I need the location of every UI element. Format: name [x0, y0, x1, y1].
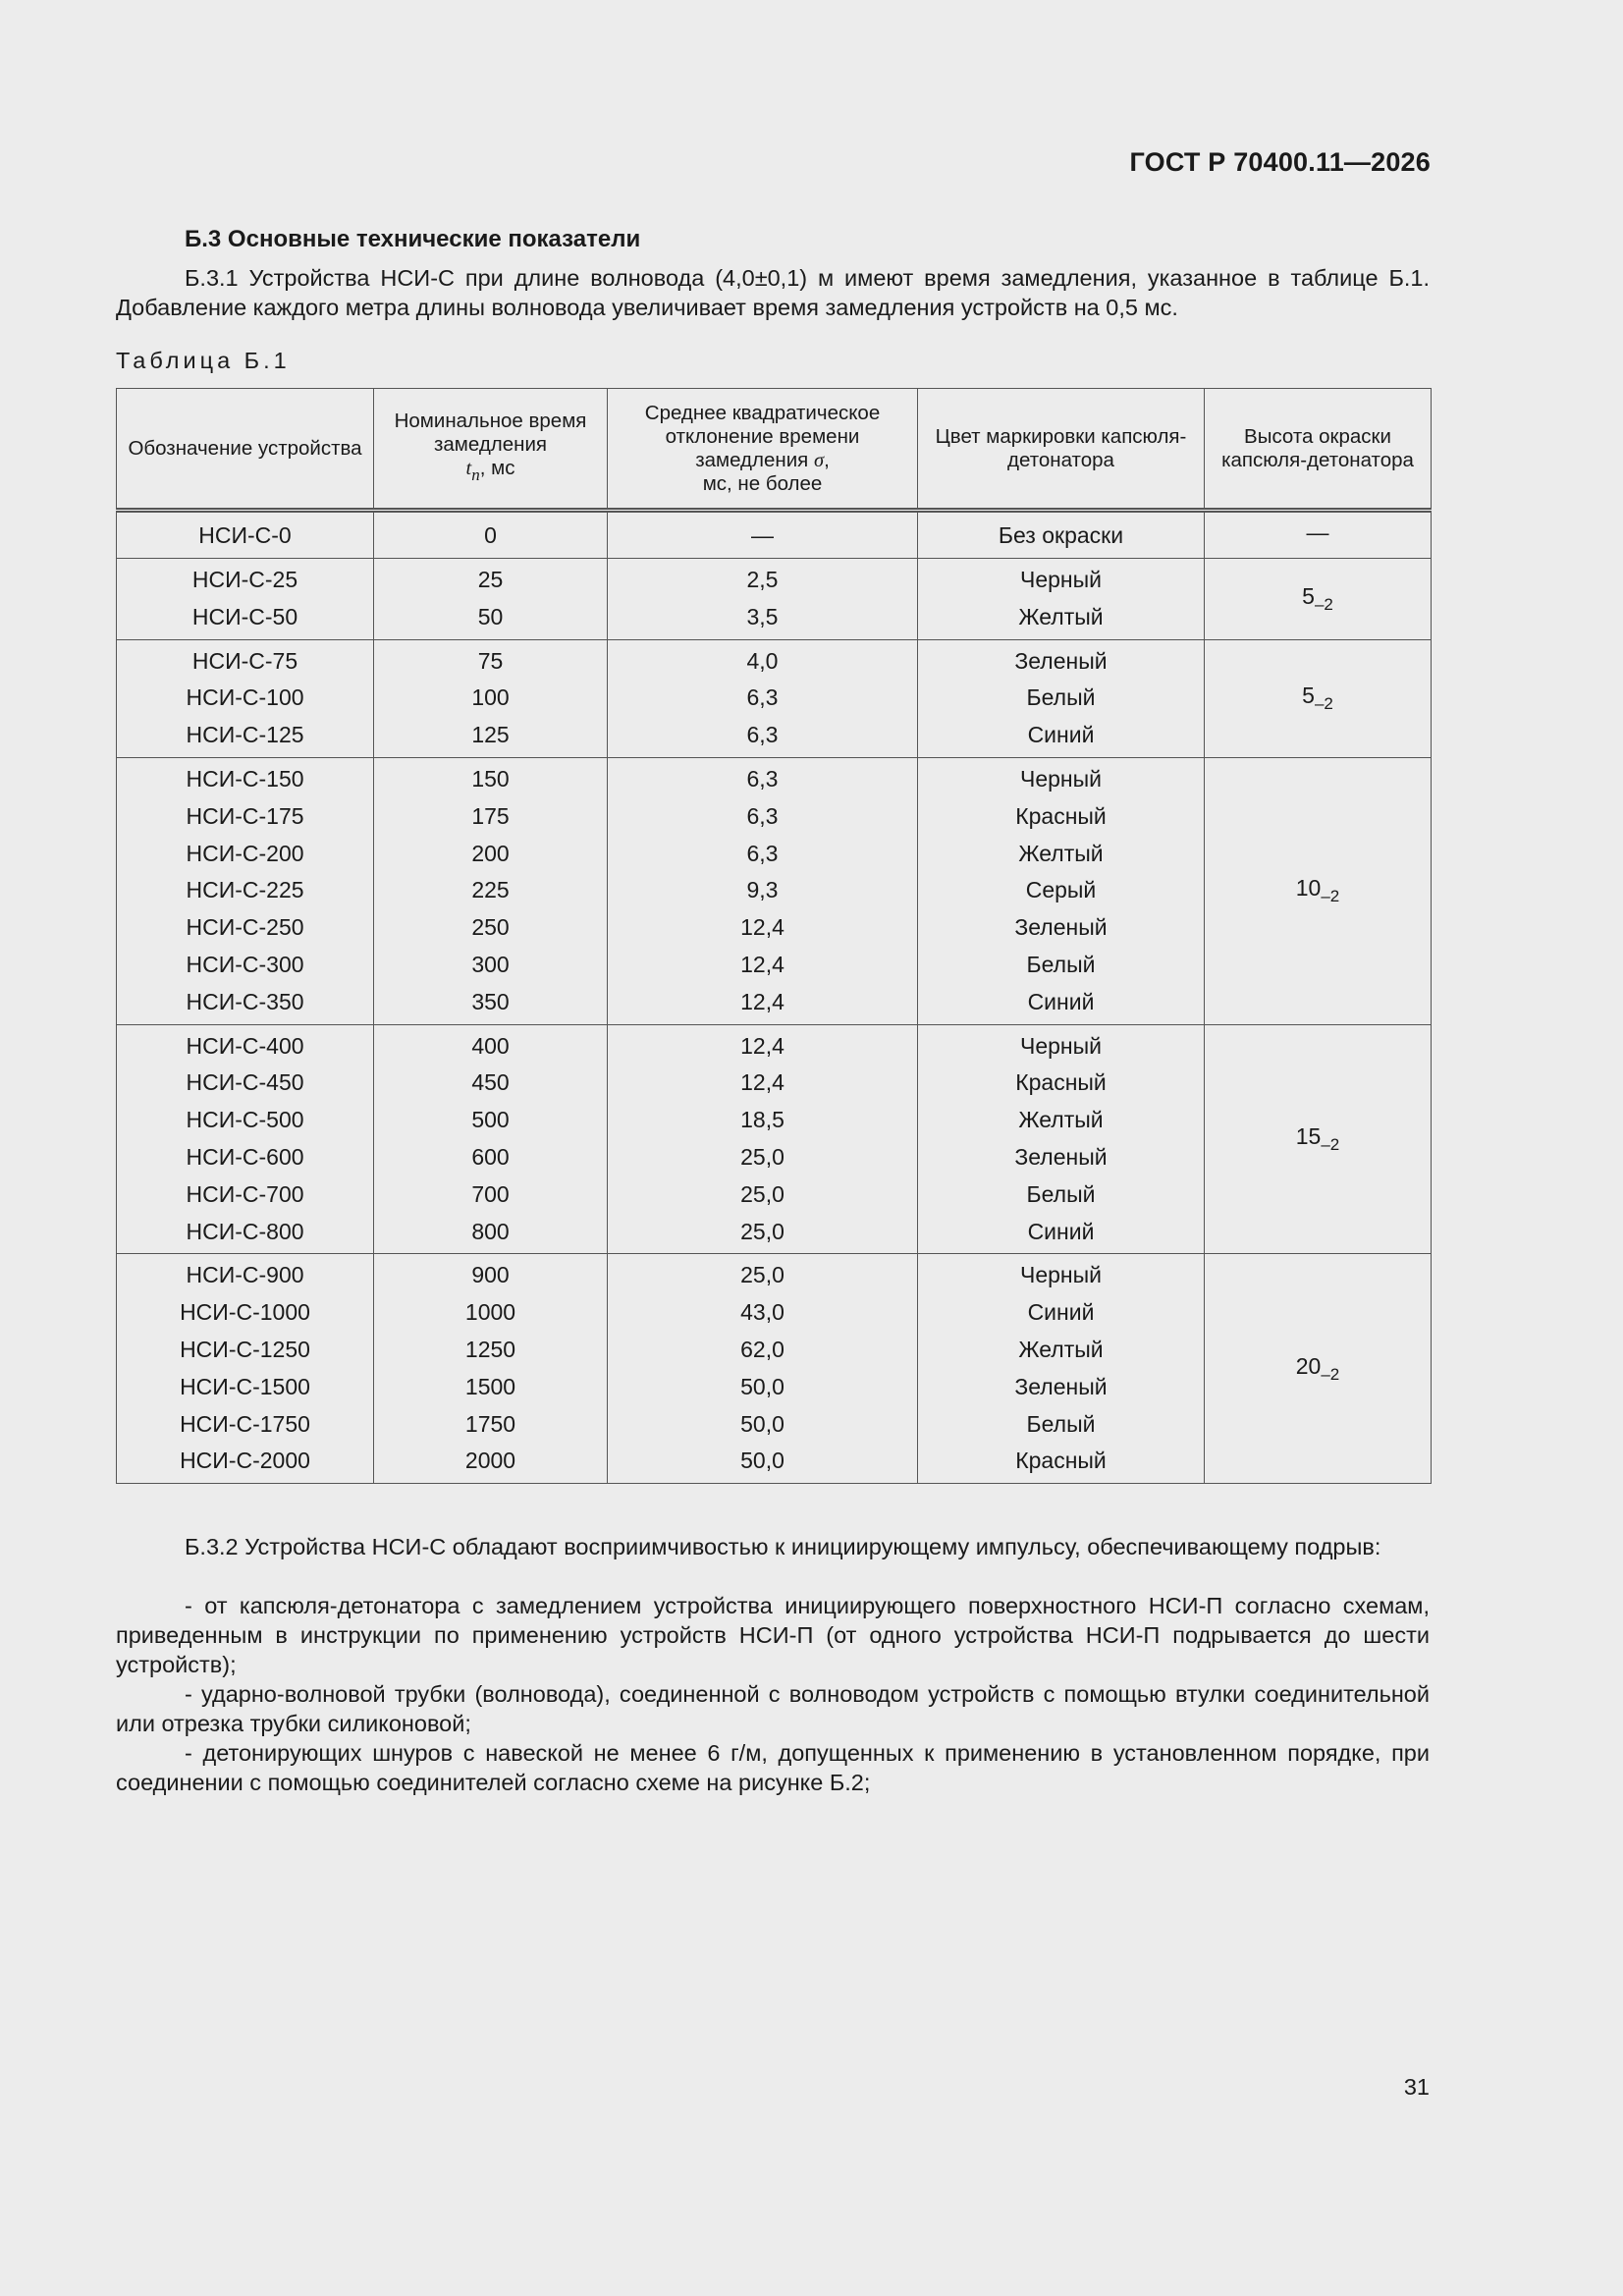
cell-delay-value: 700	[471, 1180, 510, 1207]
paint-height-tolerance: –2	[1321, 887, 1340, 906]
list-item-detonating-cord: - детонирующих шнуров с навеской не менее 6 г/м, допущенных к применению в установленном порядке, при соединении с помощью соединителей согласно схеме на рисунке Б.2;	[116, 1740, 1430, 1795]
cell-color	[918, 1024, 1205, 1254]
cell-designation-value: НСИ-С-125	[186, 722, 304, 748]
col-header-sigma: Среднее квадратическое отклонение времени замедления σ, мс, не более	[608, 389, 918, 511]
cell-color-value: Синий	[1027, 722, 1095, 748]
table-caption: Таблица Б.1	[116, 348, 291, 373]
cell-designation-value: НСИ-С-75	[191, 647, 298, 674]
table-row-group	[117, 559, 1432, 640]
cell-sigma-value: 50,0	[740, 1448, 784, 1474]
cell-delay	[374, 559, 608, 640]
cell-designation-value: НСИ-С-175	[186, 802, 304, 829]
cell-designation-value: НСИ-С-150	[186, 765, 304, 792]
table-row-group	[117, 511, 1432, 559]
cell-delay-value: 1250	[464, 1336, 516, 1362]
spec-table	[116, 388, 1432, 1484]
cell-delay	[374, 1254, 608, 1484]
cell-sigma-value: 6,3	[746, 722, 779, 748]
cell-color-value: Желтый	[1018, 840, 1104, 866]
cell-delay	[374, 757, 608, 1024]
paint-height-tolerance: –2	[1314, 694, 1333, 714]
cell-color	[918, 1254, 1205, 1484]
paint-height-value: 10	[1295, 875, 1322, 902]
cell-designation-value: НСИ-С-500	[186, 1107, 304, 1133]
cell-sigma-value: 12,4	[740, 1032, 784, 1059]
cell-designation	[117, 1024, 374, 1254]
cell-sigma-value: 12,4	[740, 1069, 784, 1096]
cell-color	[918, 757, 1205, 1024]
cell-delay-value: 600	[471, 1143, 510, 1170]
cell-sigma-value: 25,0	[740, 1143, 784, 1170]
cell-paint-height	[1205, 511, 1432, 559]
cell-sigma-value: 6,3	[746, 684, 779, 711]
cell-color-value: Синий	[1027, 988, 1095, 1014]
cell-sigma-value: 6,3	[746, 802, 779, 829]
cell-color-value: Черный	[1020, 1032, 1102, 1059]
cell-delay-value: 2000	[464, 1448, 516, 1474]
cell-color-value: Синий	[1027, 1218, 1095, 1244]
col-header-designation: Обозначение устройства	[117, 389, 374, 511]
cell-designation	[117, 639, 374, 757]
cell-designation-value: НСИ-С-225	[186, 877, 304, 903]
cell-designation	[117, 559, 374, 640]
document-code: ГОСТ Р 70400.11—2026	[1129, 147, 1431, 177]
cell-sigma-value: 3,5	[746, 603, 779, 629]
paint-height-value: 5	[1302, 683, 1315, 709]
cell-color-value: Черный	[1020, 1262, 1102, 1288]
cell-paint-height	[1205, 757, 1432, 1024]
cell-color-value: Белый	[1026, 951, 1096, 977]
cell-sigma	[608, 1024, 918, 1254]
cell-color-value: Без окраски	[998, 522, 1124, 548]
cell-designation-value: НСИ-С-1000	[180, 1299, 310, 1326]
cell-delay-value: 100	[471, 684, 510, 711]
cell-color	[918, 559, 1205, 640]
cell-delay	[374, 639, 608, 757]
table-row-group	[117, 1024, 1432, 1254]
cell-color-value: Черный	[1020, 765, 1102, 792]
cell-color-value: Белый	[1026, 1180, 1096, 1207]
table-row-group	[117, 1254, 1432, 1484]
cell-designation	[117, 511, 374, 559]
cell-sigma-value: 12,4	[740, 988, 784, 1014]
cell-delay-value: 1750	[464, 1410, 516, 1437]
cell-color-value: Желтый	[1018, 603, 1104, 629]
cell-sigma	[608, 757, 918, 1024]
list-item-shock-tube: - ударно-волновой трубки (волновода), соединенной с волноводом устройств с помощью втулки соединительной или отрезка трубки силиконовой;	[116, 1681, 1430, 1736]
cell-color-value: Белый	[1026, 684, 1096, 711]
cell-color-value: Синий	[1027, 1299, 1095, 1326]
table-header-row	[117, 389, 1432, 511]
cell-delay-value: 1000	[464, 1299, 516, 1326]
paint-height-tolerance: –2	[1314, 594, 1333, 614]
cell-designation-value: НСИ-С-900	[186, 1262, 304, 1288]
col-header-color: Цвет маркировки капсюля-детонатора	[918, 389, 1205, 511]
cell-sigma-value: 12,4	[740, 951, 784, 977]
cell-designation-value: НСИ-С-450	[186, 1069, 304, 1096]
cell-sigma-value: 43,0	[740, 1299, 784, 1326]
cell-sigma-value: 25,0	[740, 1262, 784, 1288]
page-number: 31	[1403, 2074, 1430, 2100]
cell-paint-height	[1205, 639, 1432, 757]
cell-sigma-value: 18,5	[740, 1107, 784, 1133]
cell-designation	[117, 757, 374, 1024]
cell-delay-value: 300	[471, 951, 510, 977]
cell-designation	[117, 1254, 374, 1484]
cell-designation-value: НСИ-С-0	[198, 522, 292, 548]
paint-height-tolerance: –2	[1321, 1134, 1340, 1154]
cell-color-value: Белый	[1026, 1410, 1096, 1437]
cell-delay-value: 1500	[464, 1373, 516, 1399]
section-title: Б.3 Основные технические показатели	[185, 226, 641, 252]
cell-color-value: Красный	[1015, 1069, 1107, 1096]
cell-color-value: Зеленый	[1014, 1143, 1108, 1170]
cell-delay-value: 150	[471, 765, 510, 792]
cell-delay-value: 900	[471, 1262, 510, 1288]
cell-sigma-value: 4,0	[746, 647, 779, 674]
cell-delay-value: 225	[471, 877, 510, 903]
cell-designation-value: НСИ-С-1750	[180, 1410, 310, 1437]
cell-sigma-value: 25,0	[740, 1180, 784, 1207]
cell-color-value: Желтый	[1018, 1107, 1104, 1133]
cell-color-value: Зеленый	[1014, 647, 1108, 674]
cell-delay-value: 25	[477, 567, 504, 592]
cell-sigma	[608, 1254, 918, 1484]
cell-sigma-value: 6,3	[746, 765, 779, 792]
cell-sigma-value: 62,0	[740, 1336, 784, 1362]
cell-color-value: Зеленый	[1014, 914, 1108, 941]
cell-delay-value: 800	[471, 1218, 510, 1244]
cell-sigma-value: 50,0	[740, 1373, 784, 1399]
paint-height-value: —	[1306, 519, 1329, 545]
col-header-height: Высота окраски капсюля-детонатора	[1205, 389, 1432, 511]
cell-designation-value: НСИ-С-1250	[180, 1336, 310, 1362]
cell-designation-value: НСИ-С-25	[191, 567, 298, 592]
cell-designation-value: НСИ-С-1500	[180, 1373, 310, 1399]
cell-designation-value: НСИ-С-700	[186, 1180, 304, 1207]
cell-delay	[374, 1024, 608, 1254]
cell-delay-value: 250	[471, 914, 510, 941]
cell-delay-value: 75	[477, 647, 504, 674]
paint-height-value: 20	[1295, 1352, 1322, 1379]
list-item-capsule: - от капсюля-детонатора с замедлением устройства инициирующего поверхностного НСИ-П согласно схемам, приведенным в инструкции по применению устройств НСИ-П (от одного устройства НСИ-П подрывается до шести устройств);	[116, 1593, 1430, 1677]
cell-delay-value: 350	[471, 988, 510, 1014]
cell-designation-value: НСИ-С-50	[191, 603, 298, 629]
cell-designation-value: НСИ-С-100	[186, 684, 304, 711]
cell-sigma	[608, 511, 918, 559]
cell-delay-value: 400	[471, 1032, 510, 1059]
cell-delay-value: 200	[471, 840, 510, 866]
cell-sigma-value: 25,0	[740, 1218, 784, 1244]
table-row-group	[117, 757, 1432, 1024]
table-row-group	[117, 639, 1432, 757]
cell-sigma-value: 6,3	[746, 840, 779, 866]
cell-delay-value: 175	[471, 802, 510, 829]
cell-color-value: Зеленый	[1014, 1373, 1108, 1399]
paragraph-b32: Б.3.2 Устройства НСИ-С обладают восприимчивостью к инициирующему импульсу, обеспечивающему подрыв:	[185, 1534, 1381, 1559]
cell-sigma-value: 9,3	[746, 877, 779, 903]
paint-height-value: 15	[1295, 1122, 1322, 1149]
cell-delay-value: 0	[484, 522, 497, 548]
paragraph-b31: Б.3.1 Устройства НСИ-С при длине волновода (4,0±0,1) м имеют время замедления, указанное в таблице Б.1. Добавление каждого метра длины волновода увеличивает время замедления устройств на 0,5 мс.	[116, 265, 1430, 320]
cell-color-value: Красный	[1015, 802, 1107, 829]
cell-color	[918, 511, 1205, 559]
cell-designation-value: НСИ-С-300	[186, 951, 304, 977]
cell-color	[918, 639, 1205, 757]
cell-color-value: Желтый	[1018, 1336, 1104, 1362]
cell-paint-height	[1205, 559, 1432, 640]
cell-designation-value: НСИ-С-350	[186, 988, 304, 1014]
cell-designation-value: НСИ-С-400	[186, 1032, 304, 1059]
cell-color-value: Серый	[1025, 877, 1097, 903]
cell-delay	[374, 511, 608, 559]
cell-delay-value: 50	[477, 603, 504, 629]
col-header-delay: Номинальное время замедления $t_n$, мс	[374, 389, 608, 511]
cell-delay-value: 500	[471, 1107, 510, 1133]
cell-delay-value: 450	[471, 1069, 510, 1096]
cell-paint-height	[1205, 1024, 1432, 1254]
cell-sigma	[608, 639, 918, 757]
cell-color-value: Черный	[1020, 567, 1102, 592]
cell-designation-value: НСИ-С-250	[186, 914, 304, 941]
cell-delay-value: 125	[471, 722, 510, 748]
cell-color-value: Красный	[1015, 1448, 1107, 1474]
cell-designation-value: НСИ-С-2000	[180, 1448, 310, 1474]
cell-sigma	[608, 559, 918, 640]
cell-sigma-value: 12,4	[740, 914, 784, 941]
cell-designation-value: НСИ-С-800	[186, 1218, 304, 1244]
paint-height-tolerance: –2	[1321, 1364, 1340, 1384]
paint-height-value: 5	[1302, 582, 1315, 609]
cell-sigma-value: 2,5	[746, 567, 779, 592]
cell-designation-value: НСИ-С-600	[186, 1143, 304, 1170]
cell-designation-value: НСИ-С-200	[186, 840, 304, 866]
cell-paint-height	[1205, 1254, 1432, 1484]
cell-sigma-value: —	[751, 522, 774, 548]
cell-sigma-value: 50,0	[740, 1410, 784, 1437]
